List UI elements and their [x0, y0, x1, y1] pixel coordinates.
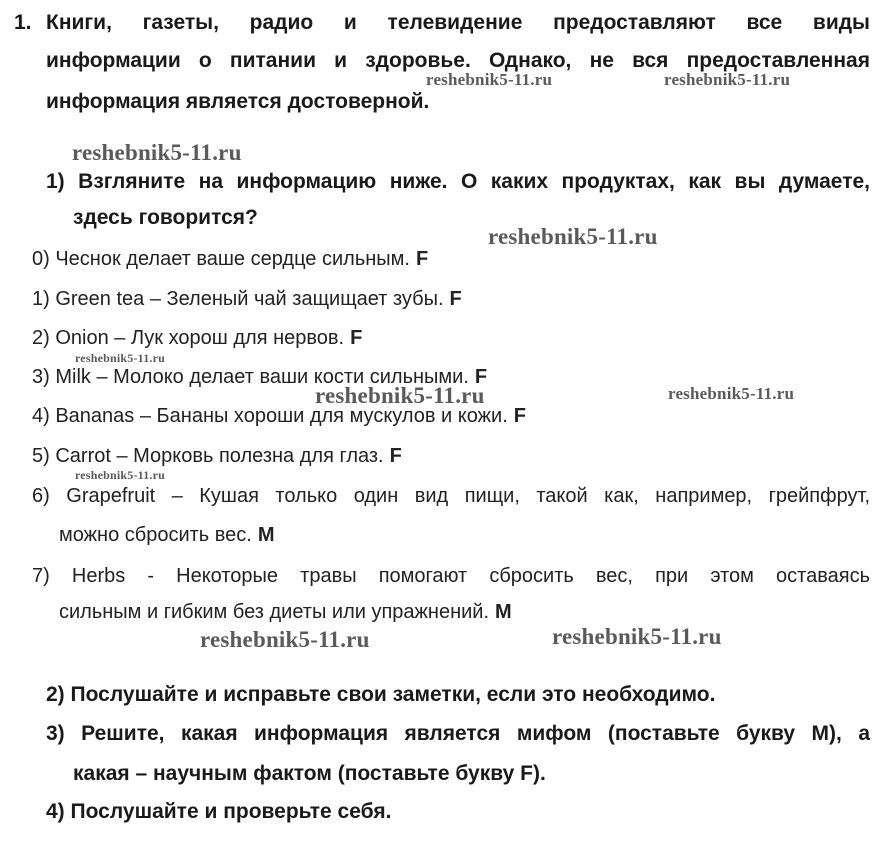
task-2: 2) Послушайте и исправьте свои заметки, если это необходимо. — [46, 683, 716, 706]
task-4: 4) Послушайте и проверьте себя. — [46, 800, 392, 823]
item-0: 0) Чеснок делает ваше сердце сильным. F — [32, 248, 429, 270]
item-7-line-1: 7) Herbs - Некоторые травы помогают сбросить вес, при этом оставаясь — [32, 565, 870, 587]
task-1-line-1: 1) Взгляните на информацию ниже. О каких продуктах, как вы думаете, — [46, 170, 870, 193]
watermark: reshebnik5-11.ru — [664, 70, 791, 89]
task-3-line-1: 3) Решите, какая информация является мифом (поставьте букву М), а — [46, 722, 870, 745]
answer-mark: F — [449, 288, 462, 310]
answer-mark: M — [257, 524, 275, 546]
task-1-line-2: здесь говорится? — [73, 206, 258, 229]
intro-line-2: информации о питании и здоровье. Однако, не вся предоставленная — [46, 49, 870, 72]
intro-line-3: информация является достоверной. — [46, 90, 430, 113]
answer-mark: F — [474, 366, 488, 388]
item-6-line-2: можно сбросить вес. M — [59, 524, 275, 546]
watermark: reshebnik5-11.ru — [552, 624, 722, 649]
watermark: reshebnik5-11.ru — [75, 351, 165, 365]
task-3-line-2: какая – научным фактом (поставьте букву F). — [73, 762, 546, 785]
watermark: reshebnik5-11.ru — [75, 468, 165, 482]
answer-mark: F — [415, 248, 429, 270]
answer-mark: M — [495, 601, 512, 623]
item-1: 1) Green tea – Зеленый чай защищает зубы. F — [32, 288, 462, 310]
answer-mark: F — [513, 405, 526, 427]
answer-mark: F — [389, 445, 402, 467]
watermark: reshebnik5-11.ru — [72, 140, 242, 165]
item-3: 3) Milk – Молоко делает ваши кости сильными. F — [32, 366, 488, 388]
item-2: 2) Onion – Лук хорош для нервов. F — [32, 327, 363, 349]
item-4: 4) Bananas – Бананы хороши для мускулов и кожи. F — [32, 405, 526, 427]
watermark: reshebnik5-11.ru — [488, 224, 658, 249]
watermark: reshebnik5-11.ru — [315, 383, 485, 408]
intro-line-1: Книги, газеты, радио и телевидение предоставляют все виды — [46, 11, 870, 34]
item-6-line-1: 6) Grapefruit – Кушая только один вид пищи, такой как, например, грейпфрут, — [32, 485, 870, 507]
watermark: reshebnik5-11.ru — [668, 384, 795, 403]
item-5: 5) Carrot – Морковь полезна для глаз. F — [32, 445, 402, 467]
watermark: reshebnik5-11.ru — [426, 70, 553, 89]
item-7-line-2: сильным и гибким без диеты или упражнений. M — [59, 601, 512, 623]
exercise-number: 1. — [14, 11, 32, 34]
answer-mark: F — [350, 327, 363, 349]
watermark: reshebnik5-11.ru — [200, 627, 370, 652]
